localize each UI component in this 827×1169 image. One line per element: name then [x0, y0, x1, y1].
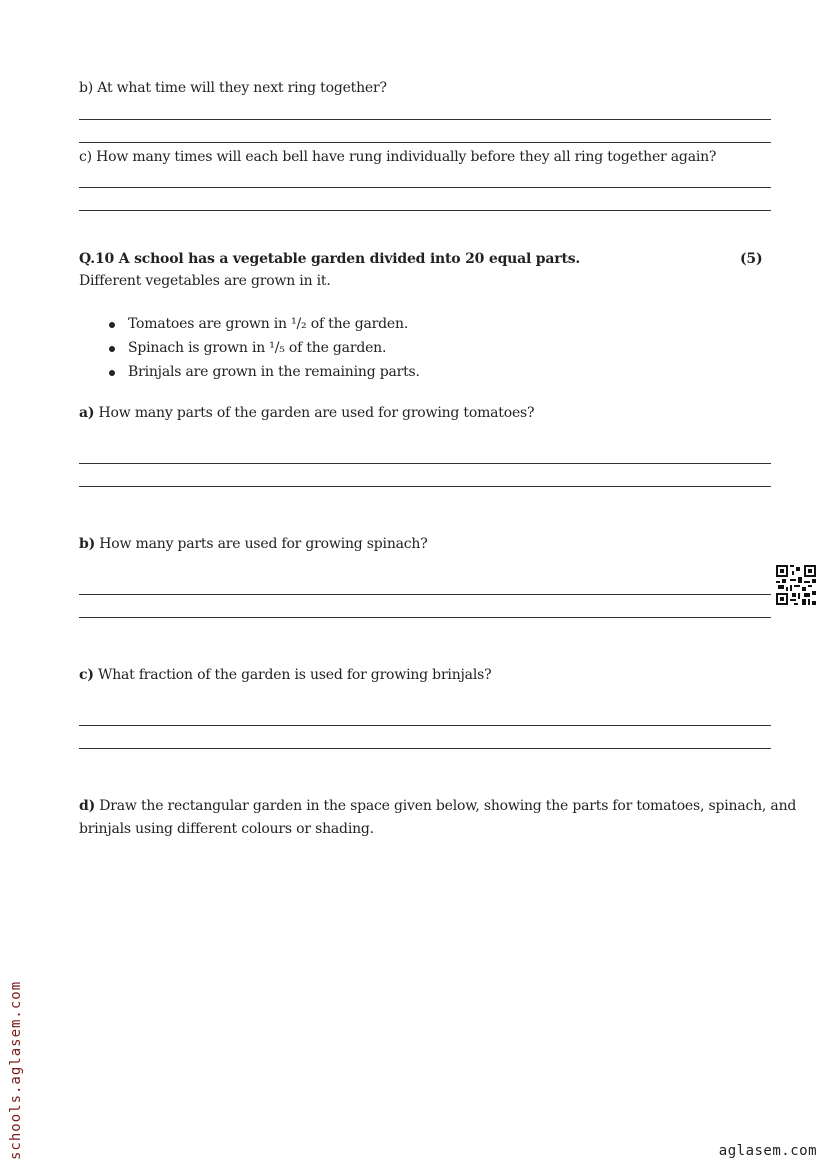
q10-a-label: a) — [79, 405, 95, 421]
bullet-icon — [109, 346, 115, 352]
bullet-icon — [109, 370, 115, 376]
answer-line — [79, 594, 771, 595]
q10-d-question — [79, 797, 796, 815]
q9-b-question: b) At what time will they next ring together? — [79, 80, 387, 96]
qr-code-icon[interactable] — [776, 565, 816, 605]
q10-b-question — [79, 535, 428, 553]
answer-line — [79, 486, 771, 487]
q10-c-label: c) — [79, 667, 94, 683]
side-watermark: schools.aglasem.com — [8, 980, 24, 1160]
answer-line — [79, 463, 771, 464]
answer-line — [79, 210, 771, 211]
answer-line — [79, 187, 771, 188]
answer-line — [79, 142, 771, 143]
q10-heading: Q.10 A school has a vegetable garden divided into 20 equal parts. — [79, 251, 581, 267]
q10-marks: (5) — [740, 251, 763, 267]
q10-intro: Different vegetables are grown in it. — [79, 273, 331, 289]
q10-b-label: b) — [79, 536, 96, 552]
q10-c-question — [79, 666, 491, 684]
q10-c-text: What fraction of the garden is used for growing brinjals? — [93, 667, 492, 683]
answer-line — [79, 617, 771, 618]
q10-d-label: d) — [79, 798, 96, 814]
footer-watermark: aglasem.com — [718, 1143, 817, 1159]
answer-line — [79, 725, 771, 726]
bullet-icon — [109, 322, 115, 328]
q10-b-text: How many parts are used for growing spinach? — [95, 536, 428, 552]
q9-c-question: c) How many times will each bell have rung individually before they all ring together again? — [79, 149, 717, 165]
q10-a-question — [79, 404, 534, 422]
answer-line — [79, 119, 771, 120]
q10-d-text: Draw the rectangular garden in the space given below, showing the parts for tomatoes, spinach, and — [95, 798, 797, 814]
q10-a-text: How many parts of the garden are used for growing tomatoes? — [94, 405, 535, 421]
q10-d-question-cont: brinjals using different colours or shading. — [79, 821, 374, 837]
answer-line — [79, 748, 771, 749]
